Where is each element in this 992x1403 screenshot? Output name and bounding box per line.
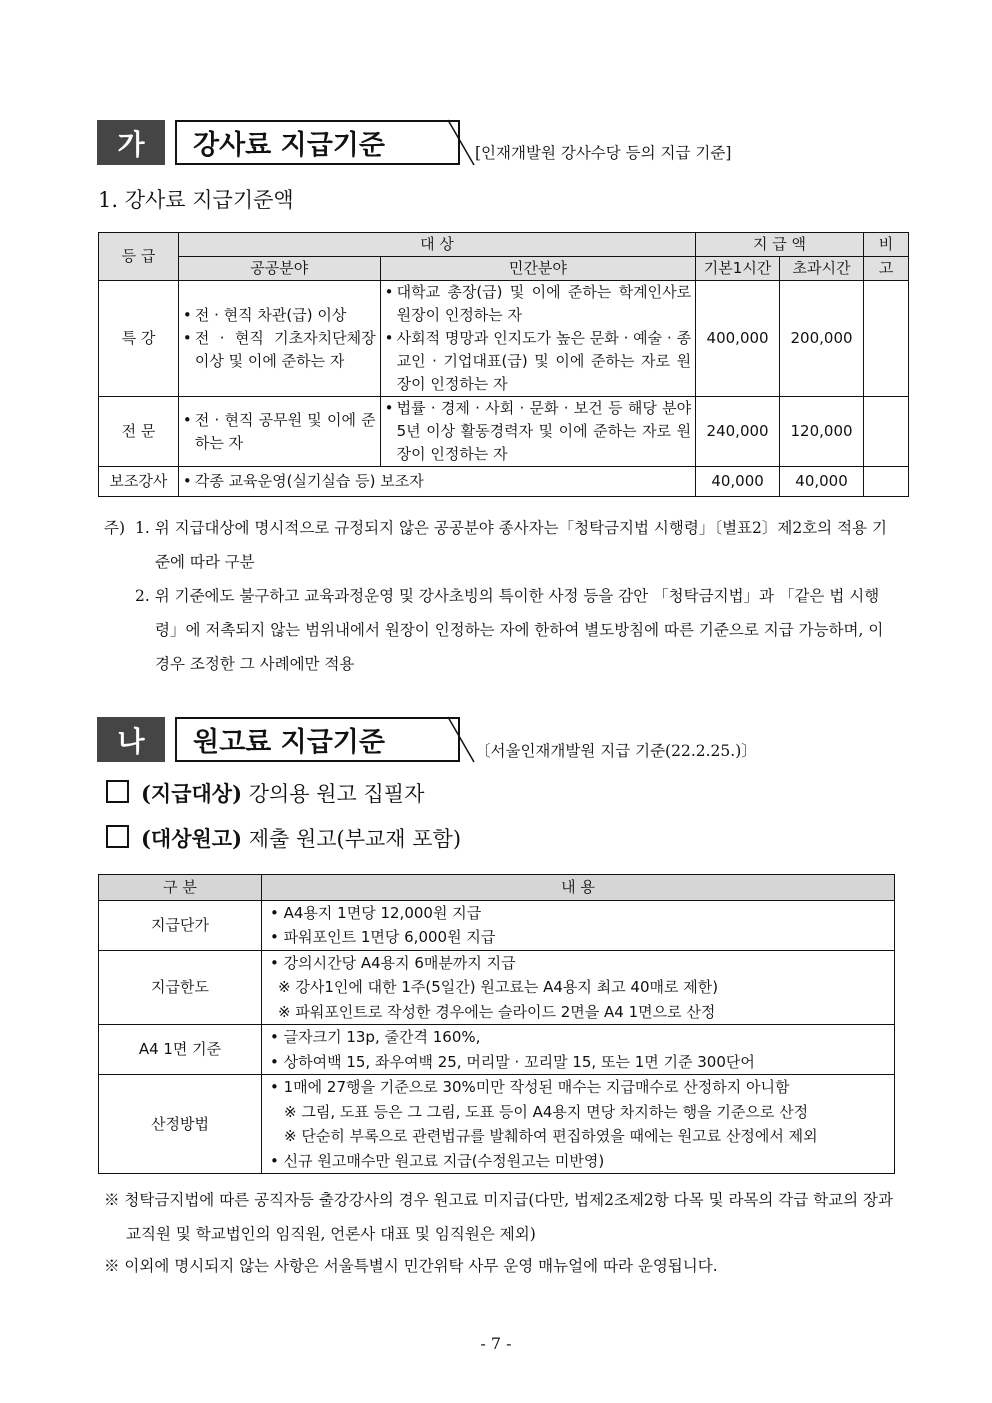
public-cell: • 전 · 현직 공무원 및 이에 준하는 자 [178,397,380,467]
category-cell: A4 1면 기준 [99,1025,262,1075]
content-cell: • 글자크기 13p, 줄간격 160%, • 상하여백 15, 좌우여백 25, 머리말 · 꼬리말 15, 또는 1면 기준 300단어 [262,1025,895,1075]
grade-cell: 특 강 [99,281,179,397]
notes-prefix: 주) [104,519,126,537]
category-cell: 지급단가 [99,900,262,950]
base-amount: 400,000 [696,281,780,397]
content-cell: • 1매에 27행을 기준으로 30%미만 작성된 매수는 지급매수로 산정하지 아니함 ※ 그림, 도표 등은 그 그림, 도표 등이 A4용지 면당 차지하는 행을 기준으로 산정 ※ 단순히 부록으로 관련법규를 발췌하여 편집하였을 때에는 원고료 산정에서 제외 • 신규 원고매수만 원고료 지급(수정원고는 미반영) [262,1075,895,1174]
extra-amount: 120,000 [780,397,864,467]
section-b-subtitle: 〔서울인재개발원 지급 기준(22.2.25.)〕 [475,742,757,760]
header-content: 내 용 [262,875,895,901]
grade-cell: 전 문 [99,397,179,467]
section-b-title-slant [448,715,478,765]
section-a-heading: 1. 강사료 지급기준액 [98,188,294,212]
check-item-target: (지급대상) 강의용 원고 집필자 [106,778,424,808]
table-row [99,950,895,1025]
remarks-cell [864,467,909,497]
header-base-hour: 기본1시간 [696,257,780,281]
note-2: 2. 위 기준에도 불구하고 교육과정운영 및 강사초빙의 특이한 사정 등을 감안 「청탁금지법」과 「같은 법 시행령」에 저촉되지 않는 범위내에서 원장이 인정하는 자에 한하여 별도방침에 따른 기준으로 지급 가능하며, 이 경우 조정한 그 사례에만 적용 [135,587,884,673]
table-row [99,467,909,497]
footnote-2: ※ 이외에 명시되지 않는 사항은 서울특별시 민간위탁 사무 운영 매뉴얼에 따라 운영됩니다. [104,1257,718,1275]
header-amount: 지 급 액 [696,233,864,257]
note-1: 1. 위 지급대상에 명시적으로 규정되지 않은 공공분야 종사자는「청탁금지법 시행령」〔별표2〕제2호의 적용 기준에 따라 구분 [135,519,887,571]
header-extra-hour: 초과시간 [780,257,864,281]
public-cell: • 전 · 현직 차관(급) 이상 • 전 · 현직 기초자치단체장 이상 및 이에 준하는 자 [178,281,380,397]
grade-cell: 보조강사 [99,467,179,497]
extra-amount: 40,000 [780,467,864,497]
header-public: 공공분야 [178,257,380,281]
header-category: 구 분 [99,875,262,901]
category-cell: 산정방법 [99,1075,262,1174]
table-row [99,1075,895,1174]
section-b-title: 원고료 지급기준 [175,717,460,762]
table-row [99,900,895,950]
header-private: 민간분야 [380,257,695,281]
table-row [99,397,909,467]
extra-amount: 200,000 [780,281,864,397]
remarks-cell [864,397,909,467]
header-grade: 등 급 [99,233,179,281]
private-cell: • 법률 · 경제 · 사회 · 문화 · 보건 등 해당 분야 5년 이상 활동경력자 및 이에 준하는 자로 원장이 인정하는 자 [380,397,695,467]
content-cell: • 강의시간당 A4용지 6매분까지 지급 ※ 강사1인에 대한 1주(5일간) 원고료는 A4용지 최고 40매로 제한) ※ 파워포인트로 작성한 경우에는 슬라이드 2면을 A4 1면으로 산정 [262,950,895,1025]
page-number: - 7 - [480,1334,512,1353]
manuscript-fee-table [98,874,895,1174]
footnote-1: ※ 청탁금지법에 따른 공직자등 출강강사의 경우 원고료 미지급(다만, 법제2조제2항 다목 및 라목의 각급 학교의 장과 교직원 및 학교법인의 임직원, 언론사 대표 및 임직원은 제외) [104,1191,893,1243]
base-amount: 240,000 [696,397,780,467]
header-remarks-2: 고 [864,257,909,281]
header-remarks-1: 비 [864,233,909,257]
table-row [99,1025,895,1075]
private-cell: • 대학교 총장(급) 및 이에 준하는 학계인사로 원장이 인정하는 자 • 사회적 명망과 인지도가 높은 문화 · 예술 · 종교인 · 기업대표(급) 및 이에 준하는 자로 원장이 인정하는 자 [380,281,695,397]
header-target: 대 상 [178,233,695,257]
section-a-subtitle: [인재개발원 강사수당 등의 지급 기준] [475,144,732,162]
lecture-fee-table [98,232,909,497]
target-cell: • 각종 교육운영(실기실습 등) 보조자 [178,467,695,497]
checkbox-icon [106,780,129,803]
check-item-manuscript: (대상원고) 제출 원고(부교재 포함) [106,823,461,853]
section-a-badge: 가 [97,120,165,165]
checkbox-icon [106,825,129,848]
base-amount: 40,000 [696,467,780,497]
content-cell: • A4용지 1면당 12,000원 지급 • 파워포인트 1면당 6,000원 지급 [262,900,895,950]
section-a-title-slant [448,118,478,168]
table-row [99,281,909,397]
section-b-badge: 나 [97,717,165,762]
category-cell: 지급한도 [99,950,262,1025]
remarks-cell [864,281,909,397]
section-a-title: 강사료 지급기준 [175,120,460,165]
